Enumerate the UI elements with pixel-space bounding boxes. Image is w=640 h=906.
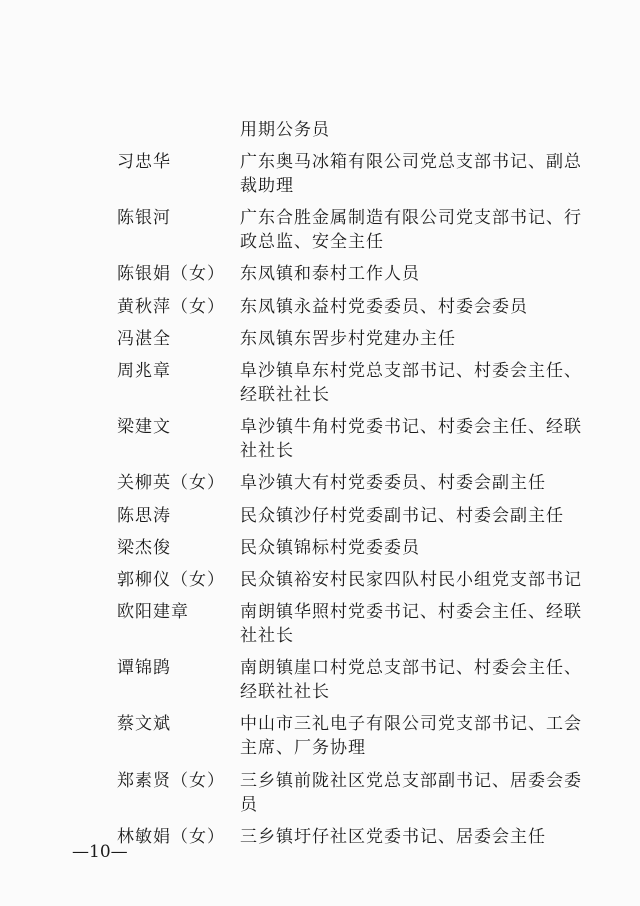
list-item — [117, 471, 587, 495]
list-item — [117, 327, 587, 351]
list-item — [117, 825, 587, 849]
entry-role: 广东奥马冰箱有限公司党总支部书记、副总裁助理 — [240, 152, 582, 196]
entry-role: 民众镇锦标村党委委员 — [240, 537, 420, 558]
entry-role: 南朗镇华照村党委书记、村委会主任、经联社社长 — [240, 602, 582, 647]
entry-role: 东凤镇和泰村工作人员 — [240, 264, 420, 285]
list-item — [117, 712, 587, 760]
entry-name: 冯湛全 — [117, 328, 171, 349]
list-item — [117, 359, 587, 407]
entry-name: 关柳英（女） — [117, 473, 225, 494]
entry-role: 民众镇沙仔村党委副书记、村委会副主任 — [240, 505, 564, 526]
list-item — [117, 600, 587, 648]
list-item — [117, 295, 587, 319]
list-item — [117, 415, 587, 463]
entry-name: 梁建文 — [117, 417, 171, 438]
entry-list — [117, 150, 587, 857]
entry-name: 梁杰俊 — [117, 537, 171, 558]
continuation-text: 用期公务员 — [240, 120, 330, 140]
entry-role: 三乡镇前陇社区党总支部副书记、居委会委员 — [240, 770, 582, 815]
entry-name: 林敏娟（女） — [117, 826, 225, 847]
entry-name: 欧阳建章 — [117, 602, 189, 623]
entry-name: 郑素贤（女） — [117, 770, 225, 791]
entry-name: 谭锦鹍 — [117, 658, 171, 679]
entry-role: 东凤镇东罟步村党建办主任 — [240, 328, 456, 349]
entry-role: 广东合胜金属制造有限公司党支部书记、行政总监、安全主任 — [240, 208, 582, 253]
entry-name: 陈银河 — [117, 208, 171, 229]
list-item — [117, 504, 587, 528]
entry-name: 周兆章 — [117, 360, 171, 381]
list-item — [117, 568, 587, 592]
list-item — [117, 769, 587, 817]
entry-role: 中山市三礼电子有限公司党支部书记、工会主席、厂务协理 — [240, 714, 582, 759]
entry-name: 陈思涛 — [117, 505, 171, 526]
entry-name: 陈银娟（女） — [117, 264, 225, 285]
entry-role: 东凤镇永益村党委委员、村委会委员 — [240, 296, 528, 317]
entry-role: 三乡镇圩仔社区党委书记、居委会主任 — [240, 826, 546, 847]
list-item — [117, 206, 587, 254]
entry-name: 蔡文斌 — [117, 714, 171, 735]
list-item — [117, 150, 587, 198]
list-item — [117, 656, 587, 704]
list-item — [117, 262, 587, 286]
entry-role: 阜沙镇阜东村党总支部书记、村委会主任、经联社社长 — [240, 360, 582, 405]
list-item — [117, 536, 587, 560]
entry-name: 习忠华 — [117, 152, 171, 172]
entry-role: 阜沙镇牛角村党委书记、村委会主任、经联社社长 — [240, 417, 582, 462]
entry-name: 郭柳仪（女） — [117, 569, 225, 590]
page-number: —10— — [72, 842, 128, 862]
entry-role: 南朗镇崖口村党总支部书记、村委会主任、经联社社长 — [240, 658, 582, 703]
entry-role: 阜沙镇大有村党委委员、村委会副主任 — [240, 473, 546, 494]
entry-role: 民众镇裕安村民家四队村民小组党支部书记 — [240, 569, 582, 590]
entry-name: 黄秋萍（女） — [117, 296, 225, 317]
